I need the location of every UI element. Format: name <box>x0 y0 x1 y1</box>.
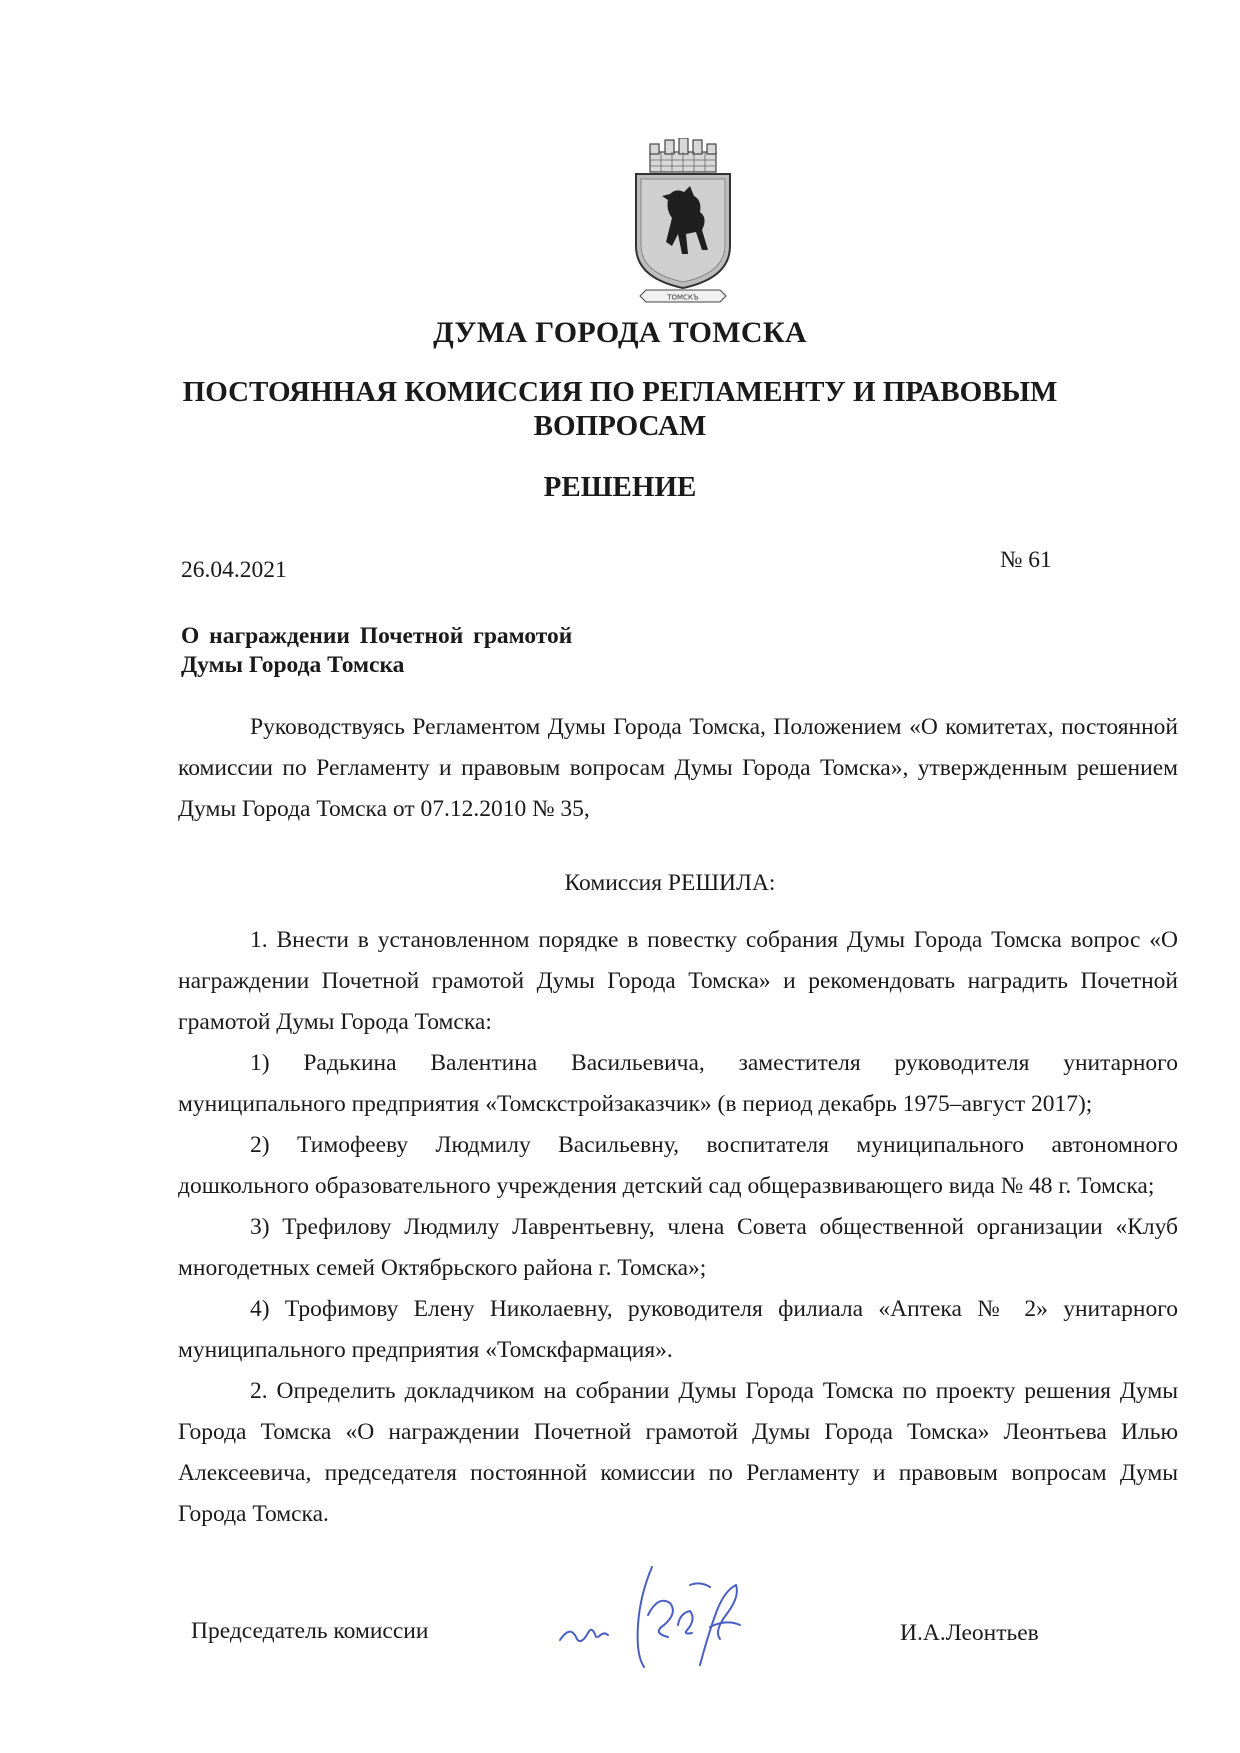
document-date: 26.04.2021 <box>181 557 287 583</box>
signatory-name: И.А.Леонтьев <box>900 1620 1039 1646</box>
decision-body <box>178 920 1178 1535</box>
tomsk-coat-of-arms-icon <box>628 138 738 306</box>
item-1-sub-2: 2) Тимофееву Людмилу Васильевну, воспитателя муниципального автономного дошкольного образовательного учреждения детский сад общеразвивающего вида № 48 г. Томска; <box>178 1132 1178 1199</box>
item-1-sub-3: 3) Трефилову Людмилу Лаврентьевну, члена Совета общественной организации «Клуб многодетных семей Октябрьского района г. Томска»; <box>178 1214 1178 1281</box>
decision-heading: Комиссия РЕШИЛА: <box>564 870 776 896</box>
document-type: РЕШЕНИЕ <box>543 471 697 503</box>
preamble-text: Руководствуясь Регламентом Думы Города Томска, Положением «О комитетах, постоянной комиссии по Регламенту и правовым вопросам Думы Города Томска», утвержденным решением Думы Города Томска от 07.12.2010 № 35, <box>178 714 1178 822</box>
handwritten-signature-icon <box>540 1555 770 1680</box>
item-1: 1. Внести в установленном порядке в повестку собрания Думы Города Томска вопрос «О награждении Почетной грамотой Думы Города Томска» и рекомендовать наградить Почетной грамотой Думы Города Томска: <box>178 927 1178 1035</box>
svg-text:ТОМСКЪ: ТОМСКЪ <box>667 293 699 302</box>
org-title: ДУМА ГОРОДА ТОМСКА <box>433 316 807 349</box>
signature-image <box>540 1555 770 1680</box>
document-number: № 61 <box>1000 547 1052 573</box>
subject-line1: О награждении Почетной грамотой <box>181 623 573 649</box>
coat-of-arms <box>628 138 738 306</box>
commission-title-line2: ВОПРОСАМ <box>533 410 707 442</box>
signatory-position: Председатель комиссии <box>191 1618 429 1644</box>
item-1-sub-4: 4) Трофимову Елену Николаевну, руководителя филиала «Аптека № 2» унитарного муниципального предприятия «Томскфармация». <box>178 1296 1178 1363</box>
item-1-sub-1: 1) Радькина Валентина Васильевича, заместителя руководителя унитарного муниципального предприятия «Томскстройзаказчик» (в период декабрь 1975–август 2017); <box>178 1050 1178 1117</box>
commission-title-line1: ПОСТОЯННАЯ КОМИССИЯ ПО РЕГЛАМЕНТУ И ПРАВОВЫМ <box>182 376 1058 408</box>
item-2: 2. Определить докладчиком на собрании Думы Города Томска по проекту решения Думы Города Томска «О награждении Почетной грамотой Думы Города Томска» Леонтьева Илью Алексеевича, председателя постоянной комиссии по Регламенту и правовым вопросам Думы Города Томска. <box>178 1378 1178 1527</box>
subject-line2: Думы Города Томска <box>181 652 405 678</box>
preamble <box>178 707 1178 830</box>
